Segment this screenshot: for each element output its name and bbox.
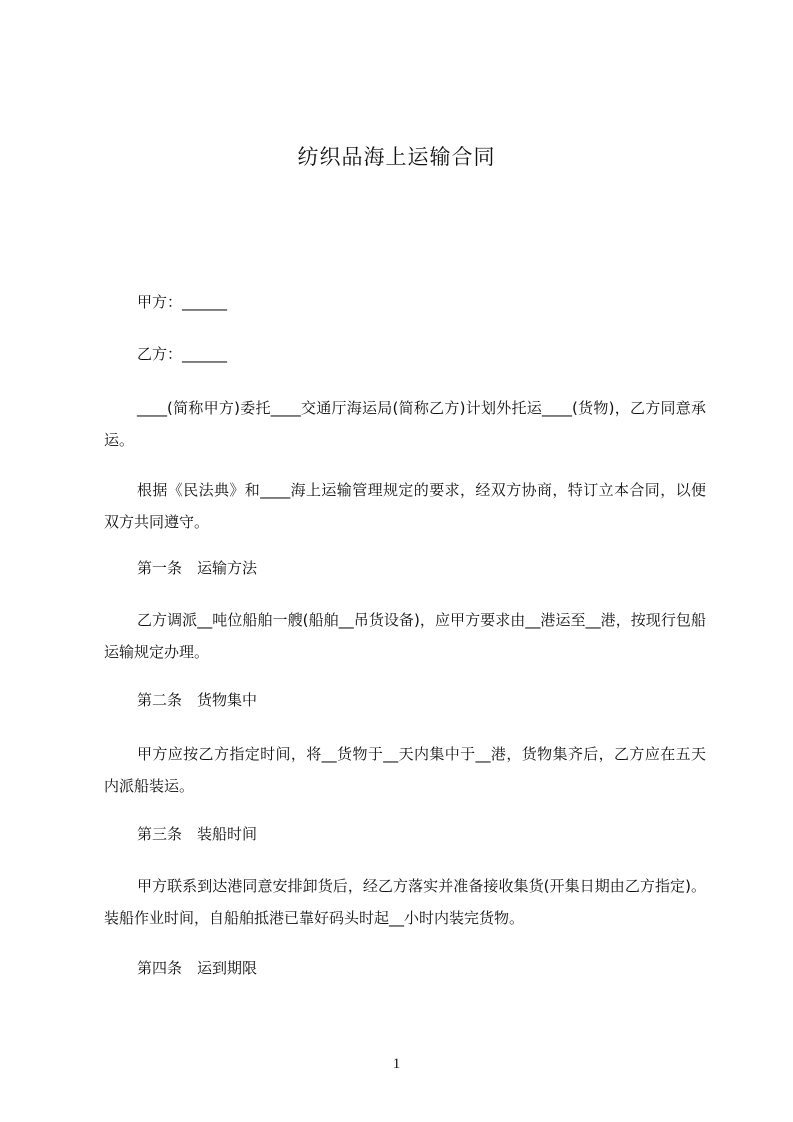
- party-b-line: 乙方：______: [137, 345, 228, 363]
- intro-paragraph: ____(简称甲方)委托____交通厅海运局(简称乙方)计划外托运____(货物)，乙方同意承运。: [104, 399, 706, 449]
- article-3-body: 甲方联系到达港同意安排卸货后，经乙方落实并准备接收集货(开集日期由乙方指定)。装船作业时间，自船舶抵港已靠好码头时起__小时内装完货物。: [104, 877, 706, 927]
- page-number: 1: [392, 1056, 401, 1072]
- article-2-body: 甲方应按乙方指定时间，将__货物于__天内集中于__港，货物集齐后，乙方应在五天内派船装运。: [104, 745, 706, 795]
- article-1-heading: 第一条 运输方法: [137, 559, 258, 577]
- article-3-heading: 第三条 装船时间: [137, 825, 258, 843]
- party-a-line: 甲方：______: [137, 293, 228, 311]
- article-2-heading: 第二条 货物集中: [137, 691, 258, 709]
- document-title: 纺织品海上运输合同: [297, 145, 496, 169]
- article-1-body: 乙方调派__吨位船舶一艘(船舶__吊货设备)，应甲方要求由__港运至__港，按现行包船运输规定办理。: [104, 611, 706, 661]
- basis-paragraph: 根据《民法典》和____海上运输管理规定的要求，经双方协商，特订立本合同，以便双方共同遵守。: [104, 481, 706, 531]
- article-4-heading: 第四条 运到期限: [137, 959, 258, 977]
